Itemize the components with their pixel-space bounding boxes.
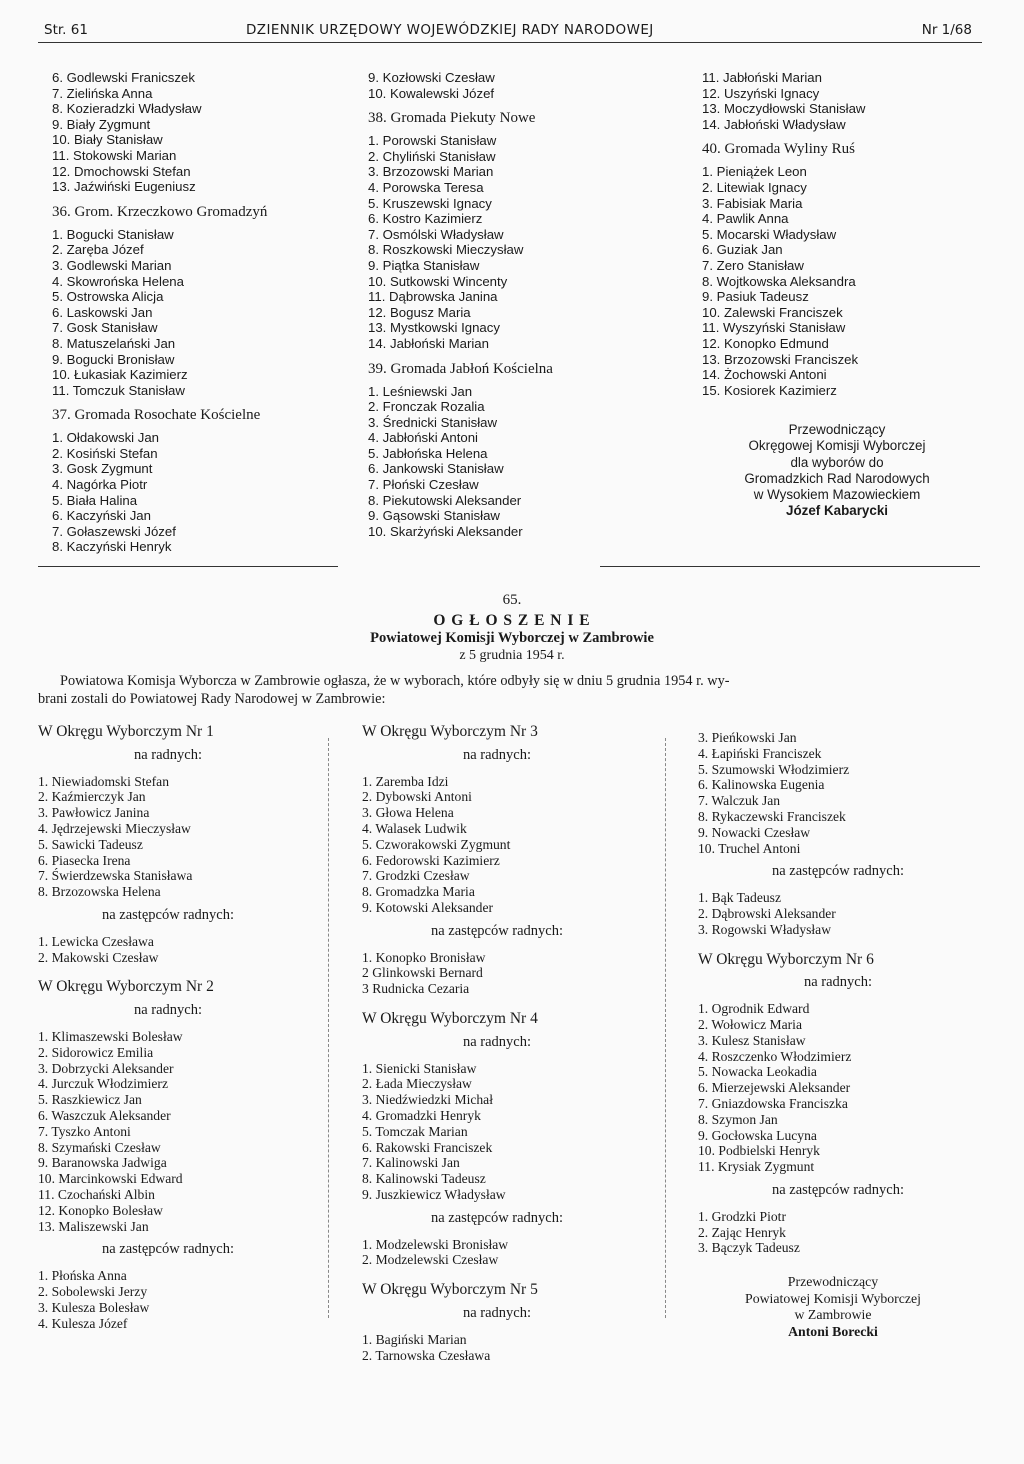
list-item: 6. Laskowski Jan bbox=[52, 304, 153, 320]
list-item: 3. Pawłowicz Janina bbox=[38, 805, 150, 821]
subsection-heading: na zastępców radnych: bbox=[101, 906, 235, 923]
list-item: 5. Szumowski Włodzimierz bbox=[698, 761, 850, 777]
list-item: 9. Kozłowski Czesław bbox=[368, 70, 495, 85]
district-heading: W Okręgu Wyborczym Nr 2 bbox=[38, 978, 214, 996]
bottom-column-1 bbox=[38, 724, 298, 1331]
list-item: 1. Klimaszewski Bolesław bbox=[38, 1028, 183, 1044]
list-item: 13. Mystkowski Ignacy bbox=[368, 320, 500, 336]
signature-name: Antoni Borecki bbox=[788, 1323, 878, 1339]
spacer bbox=[38, 965, 298, 979]
list-item: 8. Szymon Jan bbox=[698, 1111, 778, 1127]
list-item: 9. Bogucki Bronisław bbox=[52, 351, 175, 367]
list-item: 4. Jurczuk Włodzimierz bbox=[38, 1076, 168, 1092]
list-item: 3. Fabisiak Maria bbox=[702, 195, 803, 211]
list-item: 1. Bagiński Marian bbox=[362, 1331, 467, 1347]
list-item: 9. Nowacki Czesław bbox=[698, 824, 811, 840]
list-item: 1. Ołdakowski Jan bbox=[52, 430, 160, 446]
list-item: 3. Bączyk Tadeusz bbox=[698, 1240, 800, 1256]
list-item: 2. Chyliński Stanisław bbox=[368, 148, 496, 164]
subsection-heading: na radnych: bbox=[462, 1304, 532, 1321]
list-item: 4. Pawlik Anna bbox=[702, 211, 789, 227]
subsection-heading: na radnych: bbox=[462, 746, 532, 763]
list-item: 3. Pieńkowski Jan bbox=[698, 730, 797, 745]
list-item: 5. Tomczak Marian bbox=[362, 1123, 468, 1139]
separator-right bbox=[600, 566, 980, 567]
spacer bbox=[698, 938, 978, 952]
list-item: 9. Baranowska Jadwiga bbox=[38, 1155, 167, 1171]
list-item: 10. Biały Stanisław bbox=[52, 132, 163, 148]
list-item: 2. Kosiński Stefan bbox=[52, 445, 158, 461]
top-column-1 bbox=[52, 70, 322, 555]
district-heading: W Okręgu Wyborczym Nr 6 bbox=[698, 950, 874, 968]
list-item: 11. Czochański Albin bbox=[38, 1186, 155, 1202]
subsection-heading: na zastępców radnych: bbox=[771, 863, 905, 880]
notice-subtitle: Powiatowej Komisji Wyborczej w Zambrowie bbox=[370, 630, 654, 646]
subsection-heading: na zastępców radnych: bbox=[430, 922, 564, 939]
list-item: 5. Mocarski Władysław bbox=[702, 226, 837, 242]
list-item: 7. Walczuk Jan bbox=[698, 793, 781, 809]
list-item: 8. Roszkowski Mieczysław bbox=[368, 242, 524, 258]
list-item: 13. Moczydłowski Stanisław bbox=[702, 101, 866, 117]
list-item: 8. Kozieradzki Władysław bbox=[52, 101, 202, 117]
list-item: 1. Bąk Tadeusz bbox=[698, 890, 781, 906]
list-item: 10. Łukasiak Kazimierz bbox=[52, 367, 188, 383]
separator-left bbox=[38, 566, 338, 567]
list-item: 2. Zaręba Józef bbox=[52, 242, 144, 258]
list-item: 3 Rudnicka Cezaria bbox=[362, 981, 470, 997]
list-item: 2. Dąbrowski Aleksander bbox=[698, 905, 836, 921]
list-item: 2. Sobolewski Jerzy bbox=[38, 1283, 148, 1299]
list-item: 12. Bogusz Maria bbox=[368, 304, 471, 320]
list-item: 1. Konopko Bronisław bbox=[362, 949, 486, 965]
list-item: 3. Kulesza Bolesław bbox=[38, 1299, 150, 1315]
notice-date: z 5 grudnia 1954 r. bbox=[459, 648, 565, 663]
list-item: 13. Brzozowski Franciszek bbox=[702, 351, 859, 367]
list-item: 6. Kalinowska Eugenia bbox=[698, 777, 825, 793]
list-item: 4. Jabłoński Antoni bbox=[368, 430, 478, 446]
list-item: 3. Kulesz Stanisław bbox=[698, 1032, 806, 1048]
list-item: 7. Gołaszewski Józef bbox=[52, 523, 176, 539]
subsection-heading: na zastępców radnych: bbox=[430, 1209, 564, 1226]
list-item: 7. Świerdzewska Stanisława bbox=[38, 868, 193, 884]
list-item: 9. Pasiuk Tadeusz bbox=[702, 289, 809, 305]
list-item: 11. Wyszyński Stanisław bbox=[702, 320, 846, 336]
signature-line: Powiatowej Komisji Wyborczej bbox=[745, 1290, 921, 1306]
journal-title: DZIENNIK URZĘDOWY WOJEWÓDZKIEJ RADY NARODOWEJ bbox=[246, 22, 654, 38]
list-item: 8. Brzozowska Helena bbox=[38, 884, 161, 900]
list-item: 1. Ogrodnik Edward bbox=[698, 1001, 810, 1017]
subsection-heading: na zastępców radnych: bbox=[771, 1181, 905, 1198]
list-item: 11. Stokowski Marian bbox=[52, 147, 177, 163]
list-item: 11. Dąbrowska Janina bbox=[368, 289, 498, 305]
list-item: 2 Glinkowski Bernard bbox=[362, 965, 483, 981]
list-item: 6. Kostro Kazimierz bbox=[368, 211, 483, 227]
list-item: 8. Wojtkowska Aleksandra bbox=[702, 273, 856, 289]
list-item: 7. Kalinowski Jan bbox=[362, 1155, 460, 1171]
section-heading: 38. Gromada Piekuty Nowe bbox=[368, 110, 536, 127]
column-divider bbox=[328, 738, 329, 1318]
list-item: 3. Gosk Zygmunt bbox=[52, 461, 153, 477]
page-number: Str. 61 bbox=[44, 22, 88, 38]
top-column-2 bbox=[368, 70, 658, 539]
list-item: 3. Niedźwiedzki Michał bbox=[362, 1092, 493, 1108]
list-item: 11. Krysiak Zygmunt bbox=[698, 1159, 815, 1175]
list-item: 3. Głowa Helena bbox=[362, 805, 454, 821]
subsection-heading: na radnych: bbox=[803, 974, 873, 991]
list-item: 5. Raszkiewicz Jan bbox=[38, 1092, 142, 1108]
list-item: 13. Maliszewski Jan bbox=[38, 1218, 149, 1234]
signature-line: w Zambrowie bbox=[794, 1307, 872, 1323]
list-item: 2. Łada Mieczysław bbox=[362, 1076, 472, 1092]
list-item: 8. Matuszelański Jan bbox=[52, 335, 176, 351]
list-item: 2. Wołowicz Maria bbox=[698, 1016, 802, 1032]
list-item: 9. Gąsowski Stanisław bbox=[368, 508, 500, 524]
list-item: 15. Kosiorek Kazimierz bbox=[702, 382, 837, 398]
list-item: 3. Rogowski Władysław bbox=[698, 921, 832, 937]
issue-number: Nr 1/68 bbox=[921, 22, 972, 38]
list-item: 3. Godlewski Marian bbox=[52, 257, 172, 273]
list-item: 1. Modzelewski Bronisław bbox=[362, 1236, 509, 1252]
list-item: 1. Grodzki Piotr bbox=[698, 1208, 786, 1224]
list-item: 4. Nagórka Piotr bbox=[52, 477, 148, 493]
list-item: 4. Roszczenko Włodzimierz bbox=[698, 1048, 852, 1064]
list-item: 3. Dobrzycki Aleksander bbox=[38, 1060, 174, 1076]
list-item: 4. Łapiński Franciszek bbox=[698, 745, 822, 761]
county-signature bbox=[698, 1274, 968, 1340]
bottom-column-3 bbox=[698, 730, 978, 1340]
list-item: 10. Podbielski Henryk bbox=[698, 1143, 820, 1159]
list-item: 2. Makowski Czesław bbox=[38, 949, 159, 965]
section-heading: 37. Gromada Rosochate Kościelne bbox=[52, 407, 261, 424]
list-item: 4. Skowrońska Helena bbox=[52, 273, 184, 289]
list-item: 7. Zielińska Anna bbox=[52, 85, 153, 101]
list-item: 1. Niewiadomski Stefan bbox=[38, 773, 170, 789]
list-item: 1. Płońska Anna bbox=[38, 1268, 127, 1284]
list-item: 14. Jabłoński Władysław bbox=[702, 116, 846, 132]
list-item: 3. Brzozowski Marian bbox=[368, 164, 494, 180]
list-item: 9. Biały Zygmunt bbox=[52, 116, 151, 132]
list-item: 1. Bogucki Stanisław bbox=[52, 226, 174, 242]
spacer bbox=[362, 1268, 632, 1282]
list-item: 12. Uszyński Ignacy bbox=[702, 85, 820, 101]
list-item: 1. Sienicki Stanisław bbox=[362, 1060, 477, 1076]
page-header bbox=[38, 22, 982, 43]
notice-body bbox=[38, 672, 980, 708]
list-item: 4. Jędrzejewski Mieczysław bbox=[38, 820, 191, 836]
list-item: 2. Sidorowicz Emilia bbox=[38, 1044, 154, 1060]
list-item: 4. Gromadzki Henryk bbox=[362, 1107, 481, 1123]
list-item: 1. Zaremba Idzi bbox=[362, 773, 449, 789]
list-item: 5. Sawicki Tadeusz bbox=[38, 836, 143, 852]
list-item: 6. Godlewski Franicszek bbox=[52, 70, 195, 85]
list-item: 6. Mierzejewski Aleksander bbox=[698, 1080, 851, 1096]
list-item: 4. Walasek Ludwik bbox=[362, 820, 467, 836]
list-item: 2. Litewiak Ignacy bbox=[702, 179, 807, 195]
list-item: 6. Waszczuk Aleksander bbox=[38, 1107, 171, 1123]
bottom-column-2 bbox=[362, 724, 632, 1363]
list-item: 7. Gniazdowska Franciszka bbox=[698, 1095, 848, 1111]
list-item: 6. Fedorowski Kazimierz bbox=[362, 852, 500, 868]
district-heading: W Okręgu Wyborczym Nr 5 bbox=[362, 1281, 538, 1299]
list-item: 2. Kaźmierczyk Jan bbox=[38, 789, 146, 805]
district-heading: W Okręgu Wyborczym Nr 4 bbox=[362, 1009, 538, 1027]
list-item: 12. Konopko Bolesław bbox=[38, 1202, 163, 1218]
list-item: 8. Rykaczewski Franciszek bbox=[698, 808, 846, 824]
signature-line: w Wysokiem Mazowieckiem bbox=[753, 487, 921, 503]
spacer bbox=[362, 997, 632, 1011]
notice-body-line: Powiatowa Komisja Wyborcza w Zambrowie ogłasza, że w wyborach, które odbyły się w dniu 5 grudnia 1954 r. wy- bbox=[60, 673, 730, 689]
notice-number: 65. bbox=[502, 592, 522, 608]
list-item: 10. Marcinkowski Edward bbox=[38, 1171, 183, 1187]
list-item: 2. Modzelewski Czesław bbox=[362, 1252, 499, 1268]
list-item: 2. Tarnowska Czesława bbox=[362, 1347, 491, 1363]
notice-body-line: brani zostali do Powiatowej Rady Narodowej w Zambrowie: bbox=[38, 691, 386, 707]
signature-line: Okręgowej Komisji Wyborczej bbox=[748, 438, 926, 454]
list-item: 12. Konopko Edmund bbox=[702, 335, 829, 351]
list-item: 6. Kaczyński Jan bbox=[52, 508, 151, 524]
list-item: 6. Guziak Jan bbox=[702, 242, 783, 258]
column-divider bbox=[665, 738, 666, 1318]
list-item: 5. Kruszewski Ignacy bbox=[368, 195, 492, 211]
list-item: 1. Porowski Stanisław bbox=[368, 133, 497, 149]
top-column-3 bbox=[702, 70, 992, 520]
list-item: 5. Ostrowska Alicja bbox=[52, 289, 164, 305]
list-item: 2. Fronczak Rozalia bbox=[368, 399, 485, 415]
subsection-heading: na zastępców radnych: bbox=[101, 1241, 235, 1258]
list-item: 10. Truchel Antoni bbox=[698, 840, 801, 856]
list-item: 8. Kalinowski Tadeusz bbox=[362, 1171, 486, 1187]
list-item: 1. Leśniewski Jan bbox=[368, 383, 473, 399]
list-item: 9. Kotowski Aleksander bbox=[362, 899, 494, 915]
list-item: 6. Piasecka Irena bbox=[38, 852, 131, 868]
subsection-heading: na radnych: bbox=[133, 746, 203, 763]
list-item: 13. Jaźwiński Eugeniusz bbox=[52, 179, 196, 195]
list-item: 3. Średnicki Stanisław bbox=[368, 414, 498, 430]
list-item: 5. Jabłońska Helena bbox=[368, 445, 488, 461]
list-item: 9. Piątka Stanisław bbox=[368, 257, 480, 273]
list-item: 7. Gosk Stanisław bbox=[52, 320, 158, 336]
list-item: 5. Biała Halina bbox=[52, 492, 138, 508]
list-item: 11. Jabłoński Marian bbox=[702, 70, 822, 85]
list-item: 5. Czworakowski Zygmunt bbox=[362, 836, 511, 852]
list-item: 11. Tomczuk Stanisław bbox=[52, 382, 185, 398]
list-item: 8. Gromadzka Maria bbox=[362, 884, 475, 900]
list-item: 10. Skarżyński Aleksander bbox=[368, 523, 523, 539]
list-item: 7. Grodzki Czesław bbox=[362, 868, 470, 884]
list-item: 8. Szymański Czesław bbox=[38, 1139, 161, 1155]
list-item: 8. Kaczyński Henryk bbox=[52, 539, 172, 555]
district-heading: W Okręgu Wyborczym Nr 1 bbox=[38, 723, 214, 740]
list-item: 9. Juszkiewicz Władysław bbox=[362, 1186, 506, 1202]
list-item: 6. Jankowski Stanisław bbox=[368, 461, 504, 477]
section-heading: 40. Gromada Wyliny Ruś bbox=[702, 141, 855, 158]
list-item: 7. Osmólski Władysław bbox=[368, 226, 504, 242]
list-item: 4. Kulesza Józef bbox=[38, 1315, 128, 1331]
district-heading: W Okręgu Wyborczym Nr 3 bbox=[362, 723, 538, 740]
list-item: 8. Piekutowski Aleksander bbox=[368, 492, 522, 508]
list-item: 10. Sutkowski Wincenty bbox=[368, 273, 508, 289]
notice-title: O G Ł O S Z E N I E bbox=[433, 612, 591, 629]
signature-name: Józef Kabarycki bbox=[786, 503, 888, 519]
list-item: 2. Zając Henryk bbox=[698, 1224, 786, 1240]
list-item: 5. Nowacka Leokadia bbox=[698, 1064, 817, 1080]
list-item: 14. Żochowski Antoni bbox=[702, 367, 827, 383]
signature-line: Gromadzkich Rad Narodowych bbox=[744, 470, 930, 486]
list-item: 10. Zalewski Franciszek bbox=[702, 304, 843, 320]
section-heading: 39. Gromada Jabłoń Kościelna bbox=[368, 360, 553, 377]
list-item: 7. Płoński Czesław bbox=[368, 477, 479, 493]
list-item: 7. Tyszko Antoni bbox=[38, 1123, 131, 1139]
list-item: 4. Porowska Teresa bbox=[368, 179, 484, 195]
list-item: 1. Pieniążek Leon bbox=[702, 164, 807, 180]
list-item: 2. Dybowski Antoni bbox=[362, 789, 472, 805]
subsection-heading: na radnych: bbox=[133, 1002, 203, 1019]
list-item: 7. Zero Stanisław bbox=[702, 257, 804, 273]
list-item: 12. Dmochowski Stefan bbox=[52, 163, 191, 179]
signature-line: Przewodniczący bbox=[788, 422, 886, 438]
list-item: 6. Rakowski Franciszek bbox=[362, 1139, 493, 1155]
subsection-heading: na radnych: bbox=[462, 1033, 532, 1050]
list-item: 14. Jabłoński Marian bbox=[368, 335, 489, 351]
signature-line: dla wyborów do bbox=[790, 454, 884, 470]
section-heading: 36. Grom. Krzeczkowo Gromadzyń bbox=[52, 203, 268, 220]
district-signature bbox=[702, 422, 972, 519]
list-item: 1. Lewicka Czesława bbox=[38, 933, 154, 949]
signature-line: Przewodniczący bbox=[787, 1274, 879, 1290]
list-item: 9. Gocłowska Lucyna bbox=[698, 1127, 817, 1143]
list-item: 10. Kowalewski Józef bbox=[368, 85, 495, 101]
